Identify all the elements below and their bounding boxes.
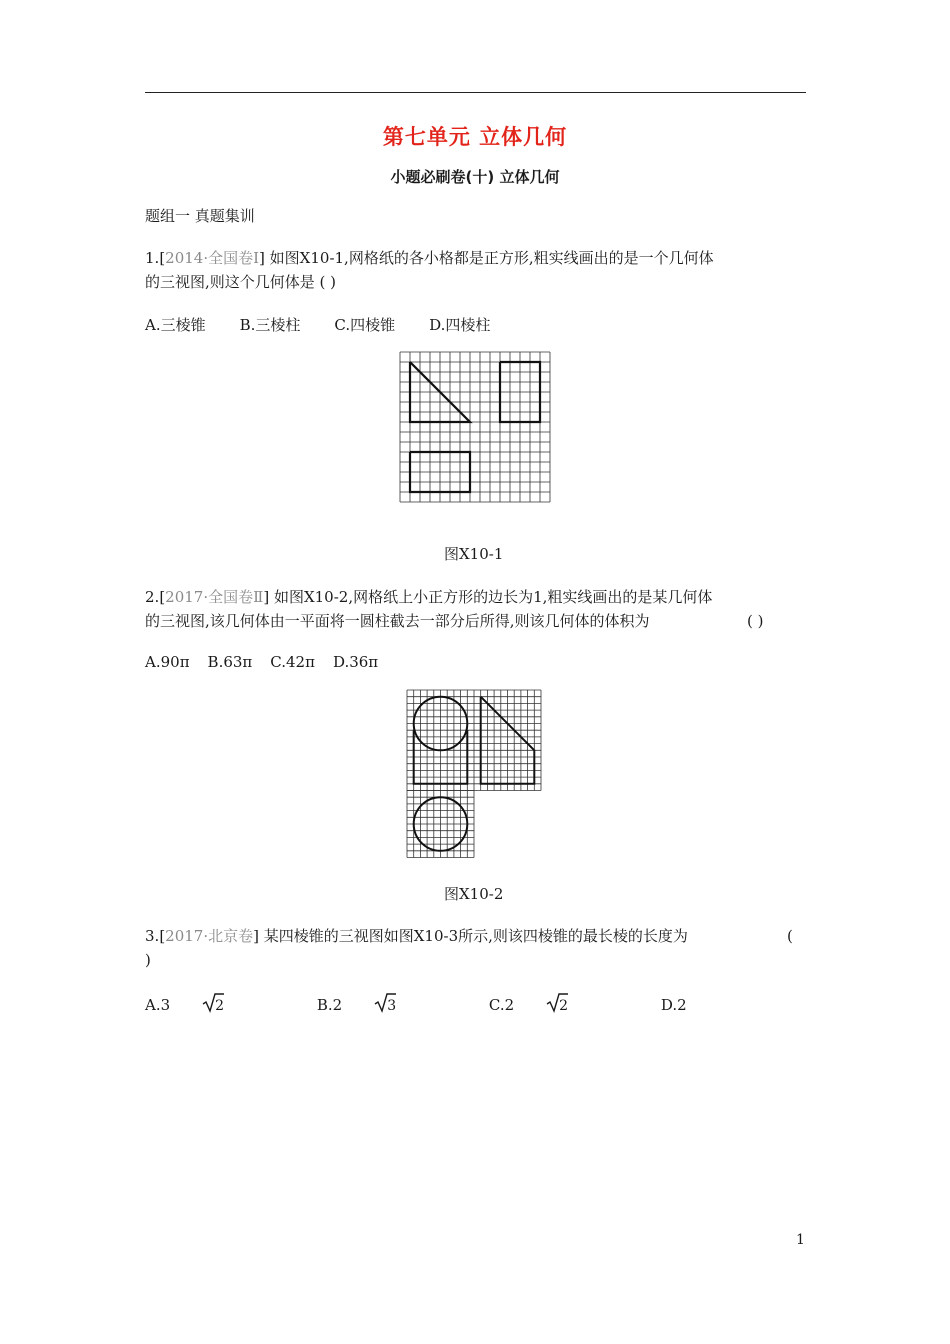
option-a: A.3 2: [145, 996, 292, 1014]
question-2-line1: 2.[2017·全国卷Ⅱ] 如图X10-2,网格纸上小正方形的边长为1,粗实线画出的是某几何体: [145, 588, 713, 606]
header-rule: [145, 92, 806, 93]
question-2-source: 2017·全国卷Ⅱ: [165, 588, 264, 606]
group-title: 题组一 真题集训: [145, 207, 255, 225]
question-2-line2: 的三视图,该几何体由一平面将一圆柱截去一部分后所得,则该几何体的体积为: [145, 612, 650, 630]
question-3-options: [145, 996, 789, 1014]
option-b: B.2 3: [317, 996, 464, 1014]
question-1-line1: 1.[2014·全国卷Ⅰ] 如图X10-1,网格纸的各小格都是正方形,粗实线画出的是一个几何体: [145, 249, 714, 267]
page-number: 1: [796, 1232, 805, 1248]
sqrt-symbol: 2: [204, 998, 258, 1014]
figure-1-caption: 图X10-1: [444, 545, 504, 563]
test-title: 小题必刷卷(十) 立体几何: [390, 168, 560, 186]
option-c: C.2 2: [489, 996, 636, 1014]
figure-x10-1-three-views: [399, 351, 551, 503]
option-d: D.2: [660, 996, 687, 1014]
question-3-line1: 3.[2017·北京卷] 某四棱锥的三视图如图X10-3所示,则该四棱锥的最长棱的长度为: [145, 927, 688, 945]
option-d: D.36π: [332, 653, 379, 671]
question-3-answer-paren-open: (: [787, 927, 793, 945]
option-a: A.90π: [145, 653, 190, 671]
option-a: A.三棱锥: [145, 316, 206, 334]
question-1-line2: 的三视图,则这个几何体是 ( ): [145, 273, 337, 291]
question-3-source: 2017·北京卷: [165, 927, 254, 945]
unit-title: 第七单元 立体几何: [382, 124, 568, 149]
question-1-source: 2014·全国卷Ⅰ: [165, 249, 260, 267]
question-2-options: [145, 653, 378, 671]
option-d: D.四棱柱: [429, 316, 491, 334]
sqrt-symbol: 3: [376, 998, 430, 1014]
question-2-answer-paren: ( ): [747, 612, 764, 630]
option-b: B.63π: [207, 653, 253, 671]
figure-x10-2-three-views: [406, 689, 543, 861]
option-b: B.三棱柱: [239, 316, 301, 334]
figure-2-caption: 图X10-2: [444, 885, 504, 903]
option-c: C.42π: [270, 653, 315, 671]
question-1-options: [145, 314, 490, 335]
question-3-answer-paren-close: ): [145, 951, 151, 969]
sqrt-symbol: 2: [548, 998, 602, 1014]
option-c: C.四棱锥: [334, 316, 396, 334]
